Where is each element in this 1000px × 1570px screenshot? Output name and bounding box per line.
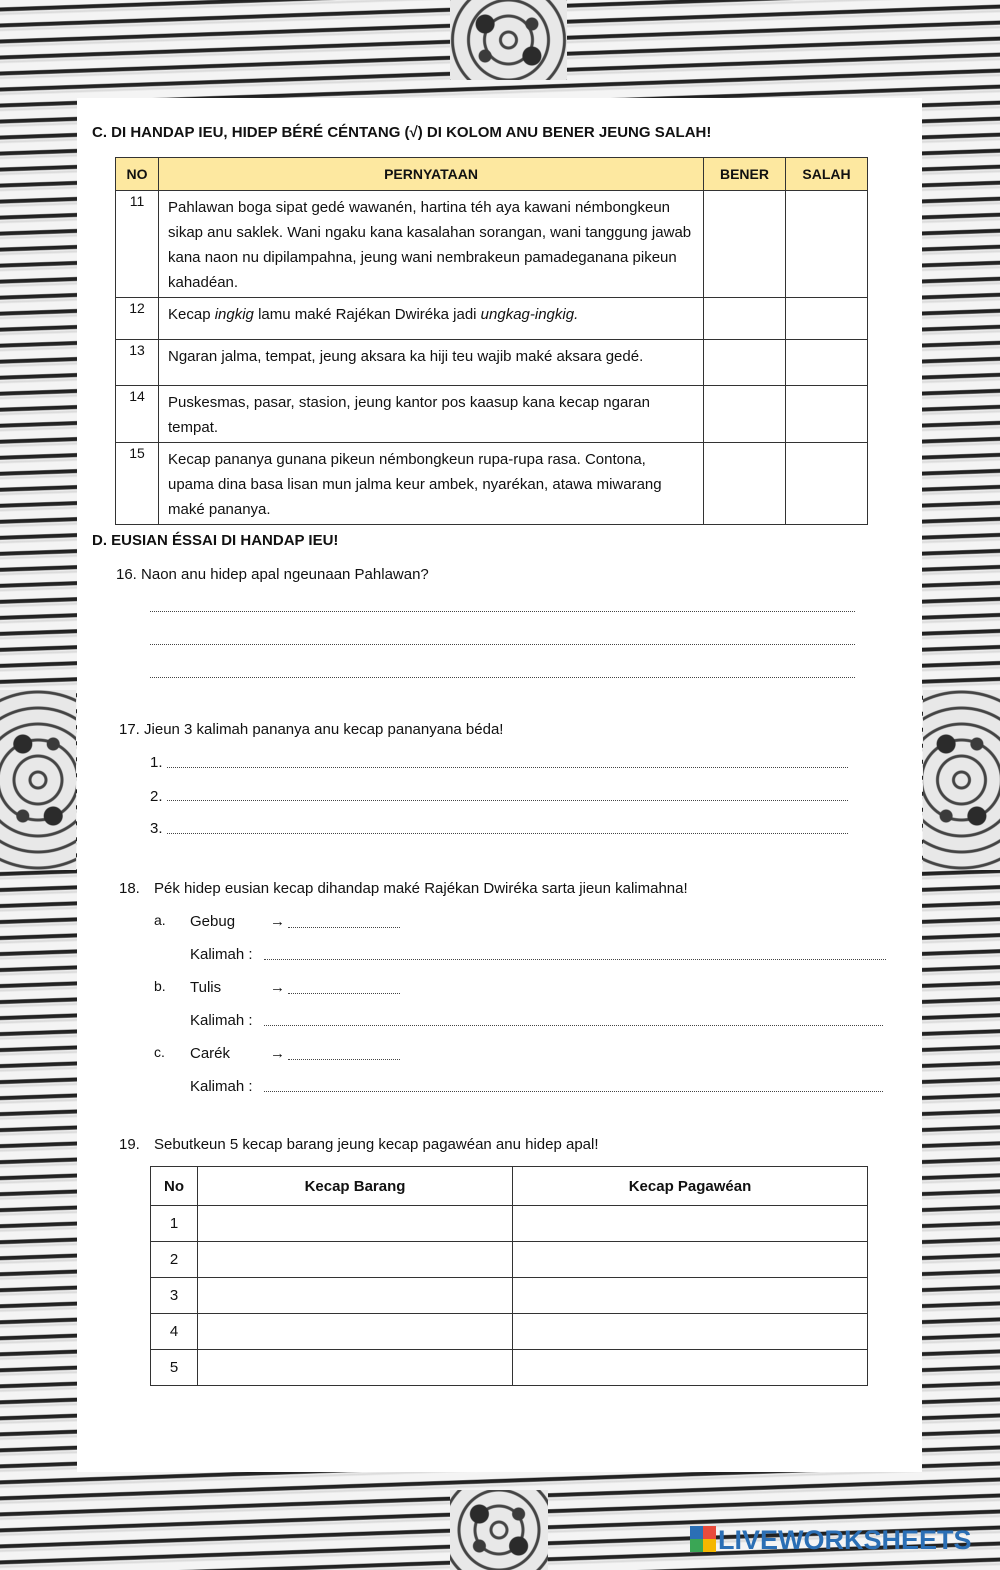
table-row — [151, 1278, 868, 1314]
kecap-barang-cell[interactable] — [198, 1350, 513, 1386]
true-checkbox[interactable] — [704, 340, 786, 386]
row-number: 14 — [116, 386, 159, 443]
kecap-barang-cell[interactable] — [198, 1278, 513, 1314]
header-statement: PERNYATAAN — [159, 158, 704, 191]
false-checkbox[interactable] — [786, 340, 868, 386]
q18-item-word: Carék — [190, 1045, 231, 1062]
decorative-tile-top — [450, 0, 567, 80]
question-17: 17. Jieun 3 kalimah pananya anu kecap pananyana béda! — [119, 721, 504, 738]
kecap-pagawean-cell[interactable] — [513, 1206, 868, 1242]
kecap-barang-cell[interactable] — [198, 1242, 513, 1278]
table-row — [116, 340, 868, 386]
kalimah-label: Kalimah : — [190, 1078, 253, 1095]
false-checkbox[interactable] — [786, 191, 868, 298]
q18-item-letter: b. — [154, 978, 166, 994]
question-18: Pék hidep eusian kecap dihandap maké Rajékan Dwiréka sarta jieun kalimahna! — [154, 880, 688, 897]
table-row — [151, 1314, 868, 1350]
header-true: BENER — [704, 158, 786, 191]
answer-line-17-3[interactable] — [167, 833, 848, 834]
kalimah-label: Kalimah : — [190, 946, 253, 963]
question-16: 16. Naon anu hidep apal ngeunaan Pahlawan? — [116, 566, 429, 583]
header-kecap-barang: Kecap Barang — [198, 1167, 513, 1206]
rajekan-answer-c[interactable] — [288, 1059, 400, 1060]
q17-item-number: 2. — [150, 788, 163, 805]
statement-italic-1: ingkig — [214, 306, 254, 323]
arrow-icon: → — [270, 1045, 285, 1062]
true-checkbox[interactable] — [704, 191, 786, 298]
arrow-icon: → — [270, 979, 285, 996]
kalimah-answer-c[interactable] — [264, 1091, 883, 1092]
kecap-pagawean-cell[interactable] — [513, 1350, 868, 1386]
table-row — [116, 298, 868, 340]
statement-text — [159, 443, 704, 525]
table-row — [151, 1242, 868, 1278]
false-checkbox[interactable] — [786, 386, 868, 443]
table-row — [151, 1350, 868, 1386]
true-checkbox[interactable] — [704, 443, 786, 525]
statement-pre: Puskesmas, pasar, stasion, jeung kantor pos kaasup kana kecap ngaran tempat. — [168, 394, 650, 436]
rajekan-answer-a[interactable] — [288, 927, 400, 928]
rajekan-answer-b[interactable] — [288, 993, 400, 994]
statement-pre: Pahlawan boga sipat gedé wawanén, hartina téh aya kawani némbongkeun sikap anu saklek. Wani ngaku kana kasalahan sorangan, wani tanggung jawab kana naon nu dipilampahna, jeung wani nembrakeun pamadeganana pikeun kahadéan. — [168, 199, 692, 291]
statement-italic-2: ungkag-ingkig. — [480, 306, 579, 323]
logo-icon — [690, 1526, 716, 1552]
table-header-row — [116, 158, 868, 191]
kalimah-answer-a[interactable] — [264, 959, 886, 960]
row-number: 12 — [116, 298, 159, 340]
q17-item-number: 1. — [150, 754, 163, 771]
answer-line-16-3[interactable] — [150, 677, 855, 678]
q18-item-word: Gebug — [190, 913, 236, 930]
true-false-table — [115, 157, 868, 525]
answer-line-17-2[interactable] — [167, 800, 848, 801]
q18-item-letter: a. — [154, 912, 166, 928]
answer-line-16-1[interactable] — [150, 611, 855, 612]
table-header-row — [151, 1167, 868, 1206]
false-checkbox[interactable] — [786, 443, 868, 525]
statement-pre: Kecap — [168, 306, 215, 323]
q18-item-word: Tulis — [190, 979, 222, 996]
answer-line-17-1[interactable] — [167, 767, 848, 768]
row-number: 2 — [151, 1242, 198, 1278]
statement-text — [159, 191, 704, 298]
arrow-icon: → — [270, 913, 285, 930]
statement-text — [159, 386, 704, 443]
kecap-barang-cell[interactable] — [198, 1314, 513, 1350]
header-kecap-pagawean: Kecap Pagawéan — [513, 1167, 868, 1206]
decorative-tile-left — [0, 690, 76, 870]
statement-mid: lamu maké Rajékan Dwiréka jadi — [253, 306, 481, 323]
true-checkbox[interactable] — [704, 298, 786, 340]
kecap-barang-cell[interactable] — [198, 1206, 513, 1242]
header-no: NO — [116, 158, 159, 191]
statement-text — [159, 340, 704, 386]
decorative-tile-right — [923, 690, 1000, 870]
statement-pre: Kecap pananya gunana pikeun némbongkeun rupa-rupa rasa. Contona, upama dina basa lisan mun jalma keur ambek, nyarékan, atawa miwarang maké pananya. — [168, 451, 662, 518]
kalimah-label: Kalimah : — [190, 1012, 253, 1029]
statement-pre: Ngaran jalma, tempat, jeung aksara ka hiji teu wajib maké aksara gedé. — [168, 348, 644, 365]
row-number: 3 — [151, 1278, 198, 1314]
row-number: 11 — [116, 191, 159, 298]
kecap-pagawean-cell[interactable] — [513, 1278, 868, 1314]
liveworksheets-logo[interactable] — [690, 1525, 972, 1556]
word-list-table — [150, 1166, 868, 1386]
row-number: 4 — [151, 1314, 198, 1350]
row-number: 13 — [116, 340, 159, 386]
q18-item-letter: c. — [154, 1044, 165, 1060]
q17-item-number: 3. — [150, 820, 163, 837]
row-number: 15 — [116, 443, 159, 525]
table-row — [116, 386, 868, 443]
statement-text — [159, 298, 704, 340]
question-19: Sebutkeun 5 kecap barang jeung kecap pagawéan anu hidep apal! — [154, 1136, 599, 1153]
row-number: 1 — [151, 1206, 198, 1242]
row-number: 5 — [151, 1350, 198, 1386]
table-row — [151, 1206, 868, 1242]
logo-text: LIVEWORKSHEETS — [718, 1525, 972, 1555]
table-row — [116, 443, 868, 525]
question-19-number: 19. — [119, 1136, 140, 1153]
decorative-tile-bottom — [450, 1490, 548, 1570]
section-d-heading: D. EUSIAN ÉSSAI DI HANDAP IEU! — [92, 532, 339, 549]
kecap-pagawean-cell[interactable] — [513, 1314, 868, 1350]
kalimah-answer-b[interactable] — [264, 1025, 883, 1026]
kecap-pagawean-cell[interactable] — [513, 1242, 868, 1278]
header-no: No — [151, 1167, 198, 1206]
true-checkbox[interactable] — [704, 386, 786, 443]
header-false: SALAH — [786, 158, 868, 191]
question-18-number: 18. — [119, 880, 140, 897]
answer-line-16-2[interactable] — [150, 644, 855, 645]
section-c-heading: C. DI HANDAP IEU, HIDEP BÉRÉ CÉNTANG (√) DI KOLOM ANU BENER JEUNG SALAH! — [92, 124, 712, 141]
table-row — [116, 191, 868, 298]
false-checkbox[interactable] — [786, 298, 868, 340]
